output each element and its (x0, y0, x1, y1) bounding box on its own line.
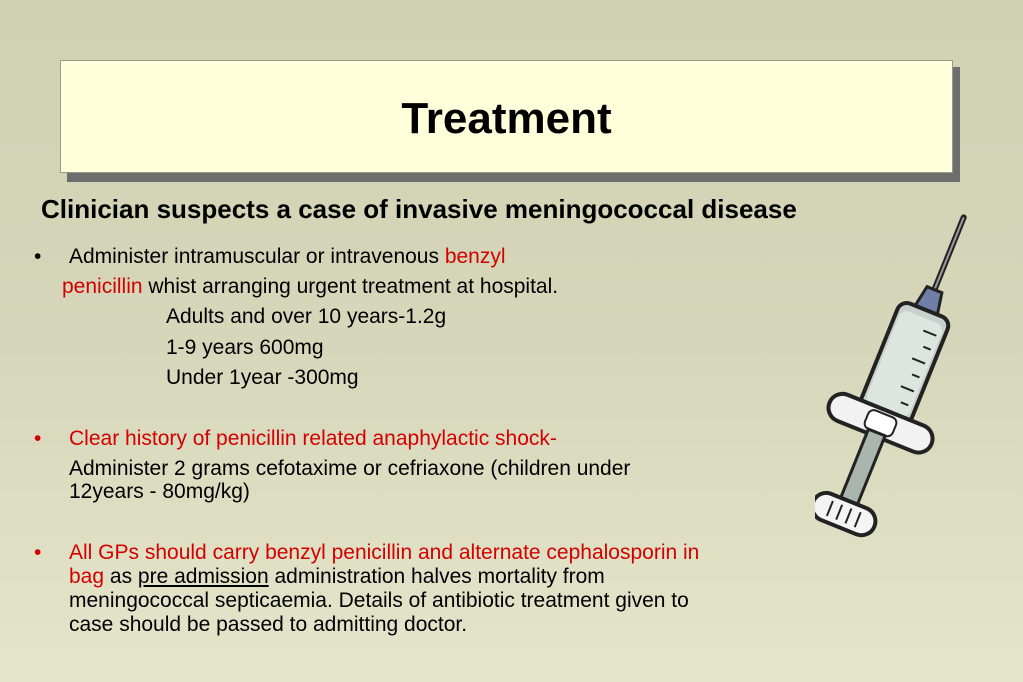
bullet-3: • (34, 541, 42, 564)
section1-line2-red: penicillin (62, 275, 143, 298)
title-box (60, 60, 953, 173)
syringe-icon (815, 205, 985, 550)
section2-line1: Administer 2 grams cefotaxime or cefriaxone (children under (69, 457, 631, 480)
bullet-2: • (34, 427, 42, 450)
section1-line2-plain: whist arranging urgent treatment at hospital. (148, 275, 559, 298)
section3-line2 (69, 565, 605, 589)
section3-line2-plain-b: administration halves mortality from (274, 565, 605, 588)
section3-line4: case should be passed to admitting doctor. (69, 613, 468, 636)
page-title: Treatment (401, 93, 612, 143)
section2-line2: 12years - 80mg/kg) (69, 480, 250, 503)
section1-line1-plain: Administer intramuscular or intravenous (69, 245, 439, 268)
section1-line1-red: benzyl (444, 245, 506, 268)
section3-line3: meningococcal septicaemia. Details of antibiotic treatment given to (69, 589, 689, 612)
section3-line2-red: bag (69, 565, 105, 588)
section3-line2-plain-a: as (109, 565, 133, 588)
section1-line1 (69, 245, 506, 269)
section3-line1: All GPs should carry benzyl penicillin and alternate cephalosporin in (69, 541, 700, 564)
dose-children: 1-9 years 600mg (166, 336, 324, 359)
section2-heading: Clear history of penicillin related anaphylactic shock- (69, 427, 557, 450)
subtitle: Clinician suspects a case of invasive meningococcal disease (41, 194, 797, 224)
section3-underlined: pre admission (137, 565, 269, 588)
bullet-1: • (34, 245, 42, 268)
section1-line2 (62, 275, 558, 299)
dose-adults: Adults and over 10 years-1.2g (166, 305, 447, 328)
dose-infants: Under 1year -300mg (166, 366, 359, 389)
